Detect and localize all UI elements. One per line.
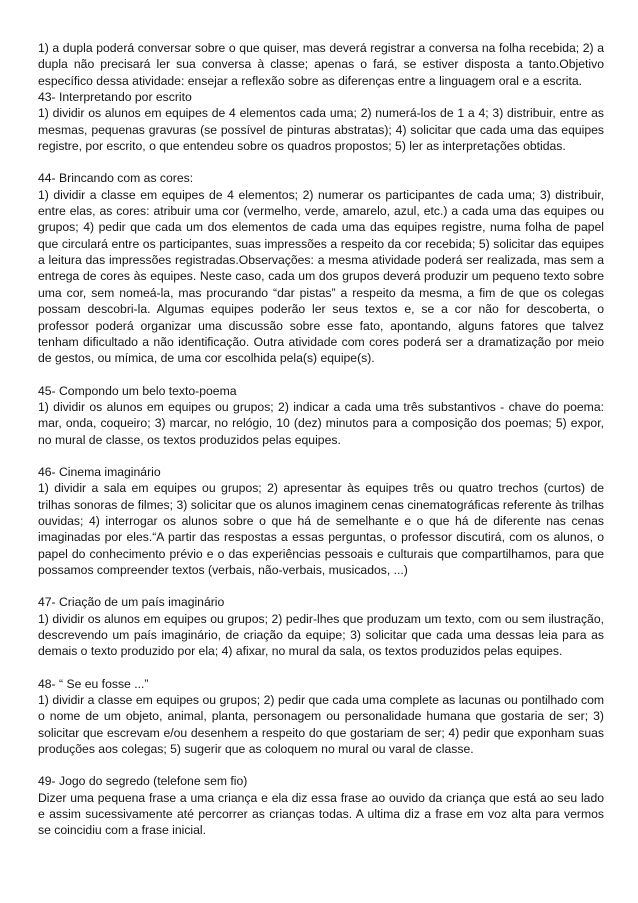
section-body: 1) dividir a classe em equipes ou grupos; 2) pedir que cada uma complete as lacunas ou pontilhado com o nome de um objeto, animal, planta, personagem ou personalidade humana que gostaria de ser; 3) solicitar que escrevam e/ou desenhem a respeito do que gostariam de ser; 4) pedir que exponham suas produções aos colegas; 5) sugerir que as coloquem no mural ou varal de classe. [38, 693, 604, 757]
section-46 [38, 464, 604, 578]
paragraph-gap [38, 757, 604, 773]
section-heading: 44- Brincando com as cores: [38, 171, 194, 186]
section-heading: 48- “ Se eu fosse ...” [38, 676, 149, 691]
section-heading: 49- Jogo do segredo (telefone sem fio) [38, 774, 248, 789]
section-body: Dizer uma pequena frase a uma criança e ela diz essa frase ao ouvido da criança que está ao seu lado e assim sucessivamente até percorrer as crianças todas. A ultima diz a frase em voz alta para vermos se coincidiu com a frase inicial. [38, 790, 604, 838]
section-45 [38, 383, 604, 448]
section-43 [38, 89, 604, 154]
section-48 [38, 676, 604, 758]
section-body: 1) dividir os alunos em equipes ou grupos; 2) pedir-lhes que produzam um texto, com ou sem ilustração, descrevendo um país imaginário, de criação da equipe; 3) solicitar que cada uma dessas leia para as demais o texto produzido por ela; 4) afixar, no mural da sala, os textos produzidos pelas equipes. [38, 611, 604, 659]
paragraph-gap [38, 578, 604, 594]
section-49 [38, 773, 604, 838]
section-47 [38, 594, 604, 659]
paragraph-gap [38, 367, 604, 383]
intro-paragraph: 1) a dupla poderá conversar sobre o que quiser, mas deverá registrar a conversa na folha recebida; 2) a dupla não precisará ler sua conversa à classe; apenas o fará, se estiver disposta a tanto.Objetivo específico dessa atividade: ensejar a reflexão sobre as diferenças entre a linguagem oral e a escrita. [38, 41, 604, 88]
section-body: 1) dividir a sala em equipes ou grupos; 2) apresentar às equipes três ou quatro trechos (curtos) de trilhas sonoras de filmes; 3) solicitar que os alunos imaginem cenas cinematográficas referente às trilhas ouvidas; 4) interrogar os alunos sobre o que há de semelhante e o que há de diferente nas cenas imaginadas por eles.“A partir das respostas a essas perguntas, o professor discutirá, com os alunos, o papel do conhecimento prévio e o das experiências pessoais e culturais que compartilhamos, para que possamos compreender textos (verbais, não-verbais, musicados, ...) [38, 481, 604, 577]
section-body: 1) dividir os alunos em equipes de 4 elementos cada uma; 2) numerá-los de 1 a 4; 3) distribuir, entre as mesmas, pequenas gravuras (se possível de pinturas abstratas); 4) solicitar que cada uma das equipes registre, por escrito, o que entendeu sobre os quadros propostos; 5) ler as interpretações obtidas. [38, 106, 604, 154]
section-heading: 46- Cinema imaginário [38, 464, 161, 479]
paragraph-gap [38, 154, 604, 170]
section-body: 1) dividir os alunos em equipes ou grupos; 2) indicar a cada uma três substantivos - chave do poema: mar, onda, coqueiro; 3) marcar, no relógio, 10 (dez) minutos para a composição dos poemas; 5) expor, no mural de classe, os textos produzidos pelas equipes. [38, 399, 604, 447]
section-heading: 45- Compondo um belo texto-poema [38, 383, 237, 398]
section-heading: 47- Criação de um país imaginário [38, 595, 225, 610]
paragraph-gap [38, 448, 604, 464]
document-page [38, 40, 604, 839]
section-44 [38, 170, 604, 366]
section-body: 1) dividir a classe em equipes de 4 elementos; 2) numerar os participantes de cada uma; 3) distribuir, entre elas, as cores: atribuir uma cor (vermelho, verde, amarelo, azul, etc.) a cada uma das equipes ou grupos; 4) pedir que cada um dos elementos de cada uma das equipes registre, numa folha de papel que circulará entre os participantes, suas impressões a respeito da cor recebida; 5) solicitar das equipes a leitura das impressões registradas.Observações: a mesma atividade poderá ser realizada, mas sem a entrega de cores às equipes. Neste caso, cada um dos grupos deverá produzir um pequeno texto sobre uma cor, sem nomeá-la, mas procurando “dar pistas” a respeito da mesma, a fim de que os colegas possam descobri-la. Algumas equipes poderão ler seus textos e, se a cor não for descoberta, o professor poderá organizar uma discussão sobre esse fato, apontando, alguns fatores que talvez tenham dificultado a não identificação. Outra atividade com cores poderá ser a dramatização por meio de gestos, ou mímica, de uma cor escolhida pela(s) equipe(s). [38, 187, 604, 366]
section-heading: 43- Interpretando por escrito [38, 90, 192, 105]
paragraph-gap [38, 660, 604, 676]
